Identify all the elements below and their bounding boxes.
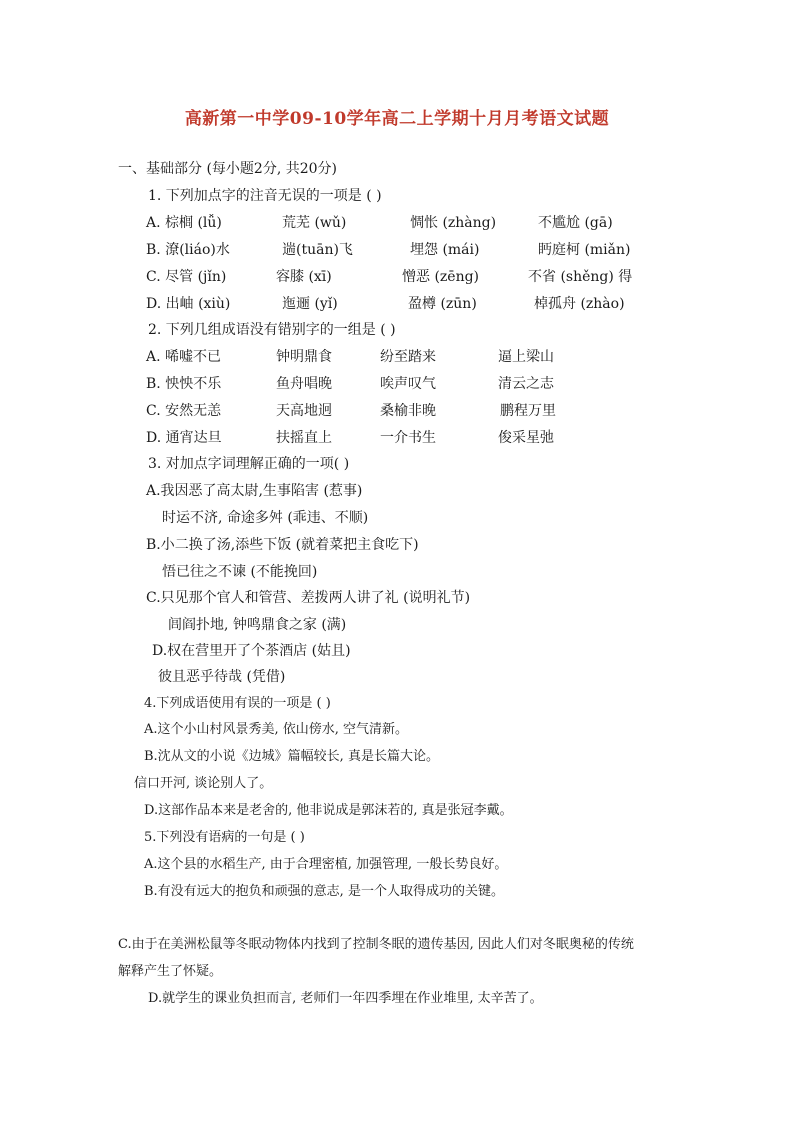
- option-item: 容膝 (xī): [276, 269, 332, 285]
- page-title: 高新第一中学09-10学年高二上学期十月月考语文试题: [184, 109, 610, 129]
- question-3-line: 悟已往之不谏 (不能挽回): [162, 564, 318, 580]
- question-3-line: A.我因恶了高太尉,生事陷害 (惹事): [146, 483, 363, 499]
- question-5-stem: 5.下列没有语病的一句是 ( ): [144, 830, 305, 845]
- option-item: 逼上梁山: [498, 349, 554, 365]
- question-4-line: 信口开河, 谈论别人了。: [134, 776, 273, 791]
- option-item: 俊采星弛: [498, 430, 554, 446]
- option-item: 扶摇直上: [276, 430, 332, 446]
- option-item: 不尴尬 (gā): [538, 215, 613, 231]
- option-item: D. 出岫 (xiù): [146, 296, 231, 312]
- question-4-line: A.这个小山村风景秀美, 依山傍水, 空气清新。: [144, 722, 409, 737]
- question-5-line: 解释产生了怀疑。: [118, 964, 223, 979]
- question-3-line: 闾阎扑地, 钟鸣鼎食之家 (满): [168, 617, 347, 633]
- option-item: 眄庭柯 (miǎn): [538, 242, 631, 258]
- question-3-stem: 3. 对加点字词理解正确的一项( ): [148, 456, 350, 472]
- option-item: C. 安然无恙: [146, 403, 222, 419]
- question-4-stem: 4.下列成语使用有误的一项是 ( ): [144, 696, 331, 711]
- option-item: 荒芜 (wǔ): [282, 215, 347, 231]
- option-item: 桑榆非晚: [380, 403, 436, 419]
- option-item: 钟明鼎食: [276, 349, 332, 365]
- option-item: 遄(tuān)飞: [282, 242, 353, 258]
- question-3-line: B.小二换了汤,添些下饭 (就着菜把主食吃下): [146, 537, 419, 553]
- section-heading: 一、基础部分 (每小题2分, 共20分): [118, 161, 337, 177]
- option-item: B. 怏怏不乐: [146, 376, 222, 392]
- question-4-line: D.这部作品本来是老舍的, 他非说成是郭沫若的, 真是张冠李戴。: [144, 803, 513, 818]
- question-1-stem: 1. 下列加点字的注音无误的一项是 ( ): [148, 188, 382, 204]
- option-item: 唉声叹气: [380, 376, 436, 392]
- option-item: 鱼舟唱晚: [276, 376, 332, 392]
- option-item: C. 尽管 (jǐn): [146, 269, 227, 285]
- question-3-line: 彼且恶乎待哉 (凭借): [158, 669, 286, 685]
- question-3-line: 时运不济, 命途多舛 (乖违、不顺): [162, 510, 369, 526]
- question-5-line: C.由于在美洲松鼠等冬眠动物体内找到了控制冬眠的遗传基因, 因此人们对冬眠奥秘的传统: [118, 937, 634, 952]
- option-item: 埋怨 (mái): [410, 242, 480, 258]
- question-3-line: D.权在营里开了个茶酒店 (姑且): [152, 643, 351, 659]
- option-item: A. 棕榈 (lǚ): [146, 215, 222, 231]
- option-item: 纷至踏来: [380, 349, 436, 365]
- option-item: 鹏程万里: [500, 403, 556, 419]
- question-2-stem: 2. 下列几组成语没有错别字的一组是 ( ): [148, 322, 396, 338]
- question-5-line: D.就学生的课业负担而言, 老师们一年四季埋在作业堆里, 太辛苦了。: [148, 991, 543, 1006]
- question-4-line: B.沈从文的小说《边城》篇幅较长, 真是长篇大论。: [144, 749, 439, 764]
- option-item: D. 通宵达旦: [146, 430, 222, 446]
- option-item: A. 唏嘘不已: [146, 349, 222, 365]
- option-item: 不省 (shěng) 得: [528, 269, 633, 285]
- question-5-line: B.有没有远大的抱负和顽强的意志, 是一个人取得成功的关键。: [144, 884, 504, 899]
- option-item: B. 潦(liáo)水: [146, 242, 230, 258]
- option-item: 憎恶 (zēng): [402, 269, 480, 285]
- question-5-line: A.这个县的水稻生产, 由于合理密植, 加强管理, 一般长势良好。: [144, 857, 508, 872]
- option-item: 棹孤舟 (zhào): [534, 296, 625, 312]
- option-item: 惆怅 (zhàng): [410, 215, 497, 231]
- option-item: 清云之志: [498, 376, 554, 392]
- option-item: 迤逦 (yǐ): [282, 296, 338, 312]
- option-item: 天高地迥: [276, 403, 332, 419]
- option-item: 盈樽 (zūn): [408, 296, 477, 312]
- question-3-line: C.只见那个官人和管营、差拨两人讲了礼 (说明礼节): [146, 590, 471, 606]
- option-item: 一介书生: [380, 430, 436, 446]
